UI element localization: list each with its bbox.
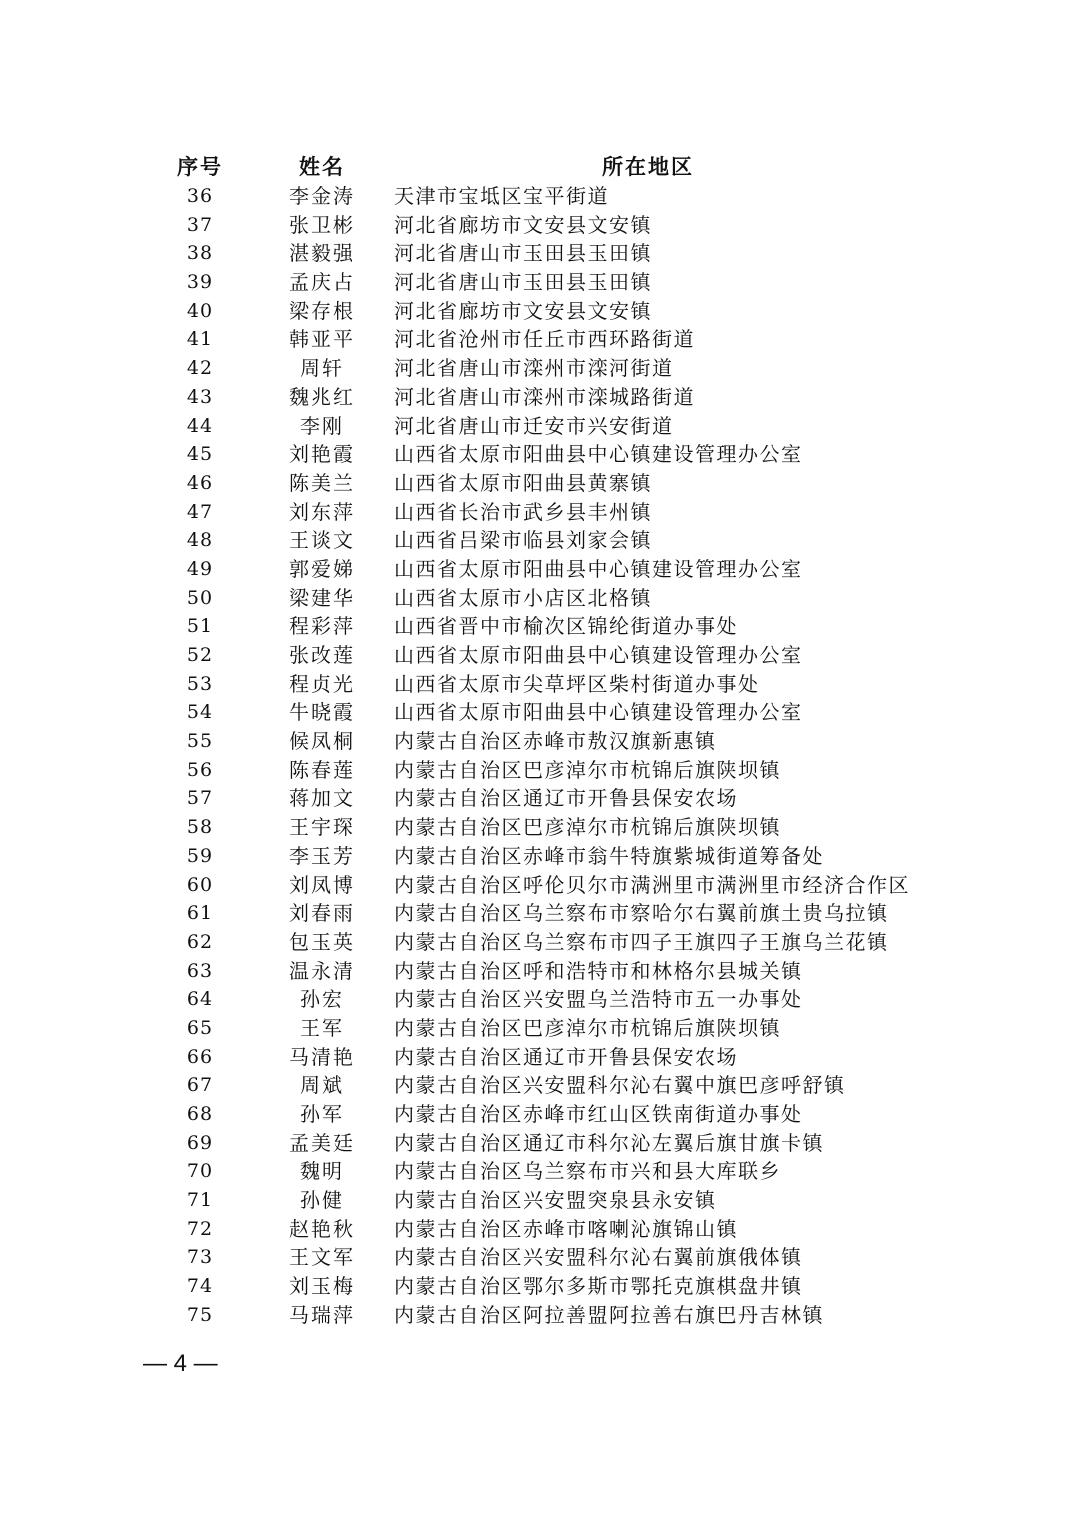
region-cell: 内蒙古自治区巴彦淖尔市杭锦后旗陕坝镇 <box>394 757 781 782</box>
name-cell: 孙宏 <box>300 987 344 1012</box>
region-cell: 河北省廊坊市文安县文安镇 <box>394 212 652 237</box>
serial-number-cell: 60 <box>186 873 214 896</box>
table-row <box>160 813 920 842</box>
name-cell: 孙军 <box>300 1102 344 1126</box>
region-cell: 内蒙古自治区巴彦淖尔市杭锦后旗陕坝镇 <box>394 1015 781 1040</box>
serial-number-cell: 61 <box>186 902 214 925</box>
name-cell: 韩亚平 <box>289 327 355 352</box>
table-row <box>160 354 920 383</box>
serial-number-cell: 57 <box>186 787 214 810</box>
serial-number-cell: 39 <box>186 271 214 294</box>
name-cell: 王文军 <box>289 1245 355 1270</box>
region-cell: 内蒙古自治区鄂尔多斯市鄂托克旗棋盘井镇 <box>394 1274 803 1299</box>
table-row <box>160 239 920 268</box>
region-cell: 山西省晋中市榆次区锦纶街道办事处 <box>394 614 738 639</box>
serial-number-cell: 44 <box>186 414 214 437</box>
serial-number-cell: 51 <box>186 615 214 638</box>
serial-number-cell: 62 <box>186 930 214 953</box>
name-cell: 马清艳 <box>289 1044 355 1069</box>
name-cell: 马瑞萍 <box>289 1302 355 1327</box>
region-cell: 内蒙古自治区乌兰察布市察哈尔右翼前旗土贵乌拉镇 <box>394 901 889 926</box>
table-row <box>160 1301 920 1330</box>
name-cell: 陈春莲 <box>289 757 355 782</box>
region-cell: 内蒙古自治区兴安盟科尔沁右翼前旗俄体镇 <box>394 1245 803 1270</box>
region-cell: 山西省太原市阳曲县中心镇建设管理办公室 <box>394 556 803 581</box>
region-cell: 内蒙古自治区通辽市开鲁县保安农场 <box>394 786 738 811</box>
region-cell: 山西省吕梁市临县刘家会镇 <box>394 528 652 553</box>
table-row <box>160 584 920 613</box>
region-cell: 内蒙古自治区乌兰察布市兴和县大库联乡 <box>394 1159 781 1184</box>
region-cell: 河北省沧州市任丘市西环路街道 <box>394 327 695 352</box>
name-cell: 郭爱娣 <box>289 556 355 581</box>
region-cell: 内蒙古自治区阿拉善盟阿拉善右旗巴丹吉林镇 <box>394 1302 824 1327</box>
table-header-row <box>160 152 920 182</box>
serial-number-cell: 56 <box>186 758 214 781</box>
name-cell: 周斌 <box>300 1073 344 1098</box>
region-cell: 内蒙古自治区兴安盟突泉县永安镇 <box>394 1188 717 1213</box>
serial-number-cell: 69 <box>186 1131 214 1154</box>
serial-number-cell: 64 <box>186 988 214 1011</box>
table-row <box>160 928 920 957</box>
serial-number-cell: 63 <box>186 959 214 982</box>
table-row <box>160 899 920 928</box>
table-row <box>160 469 920 498</box>
serial-number-cell: 59 <box>186 844 214 867</box>
table-body <box>160 182 920 1330</box>
name-cell: 候凤桐 <box>289 729 355 754</box>
table-row <box>160 1186 920 1215</box>
table-row <box>160 1100 920 1129</box>
table-row <box>160 211 920 240</box>
region-cell: 内蒙古自治区赤峰市喀喇沁旗锦山镇 <box>394 1216 738 1241</box>
region-cell: 内蒙古自治区赤峰市敖汉旗新惠镇 <box>394 729 717 754</box>
table-row <box>160 1071 920 1100</box>
serial-number-cell: 42 <box>186 357 214 380</box>
name-cell: 程贞光 <box>289 671 355 696</box>
serial-number-cell: 40 <box>186 299 214 322</box>
table-row <box>160 498 920 527</box>
table-row <box>160 526 920 555</box>
table-row <box>160 383 920 412</box>
header-region: 所在地区 <box>602 154 694 179</box>
table-row <box>160 842 920 871</box>
name-cell: 刘春雨 <box>289 901 355 926</box>
region-cell: 山西省太原市阳曲县中心镇建设管理办公室 <box>394 643 803 667</box>
table-row <box>160 440 920 469</box>
name-cell: 刘东萍 <box>289 499 355 524</box>
serial-number-cell: 70 <box>186 1160 214 1183</box>
region-cell: 河北省唐山市滦州市滦河街道 <box>394 356 674 381</box>
region-cell: 河北省唐山市迁安市兴安街道 <box>394 413 674 438</box>
table-row <box>160 612 920 641</box>
name-cell: 孙健 <box>300 1188 344 1213</box>
region-cell: 内蒙古自治区赤峰市翁牛特旗紫城街道筹备处 <box>394 843 824 868</box>
table-row <box>160 698 920 727</box>
table-row <box>160 641 920 670</box>
header-name: 姓名 <box>299 154 345 179</box>
table-row <box>160 756 920 785</box>
name-cell: 湛毅强 <box>289 241 355 266</box>
region-cell: 山西省太原市阳曲县中心镇建设管理办公室 <box>394 700 803 725</box>
serial-number-cell: 45 <box>186 443 214 466</box>
region-cell: 山西省长治市武乡县丰州镇 <box>394 499 652 524</box>
serial-number-cell: 55 <box>186 730 214 753</box>
region-cell: 内蒙古自治区通辽市开鲁县保安农场 <box>394 1044 738 1069</box>
serial-number-cell: 48 <box>186 529 214 552</box>
region-cell: 内蒙古自治区兴安盟科尔沁右翼中旗巴彦呼舒镇 <box>394 1073 846 1098</box>
name-cell: 王军 <box>300 1015 344 1040</box>
table-row <box>160 182 920 211</box>
header-serial-number: 序号 <box>177 154 223 179</box>
serial-number-cell: 49 <box>186 557 214 580</box>
region-cell: 河北省唐山市玉田县玉田镇 <box>394 241 652 266</box>
region-cell: 内蒙古自治区呼伦贝尔市满洲里市满洲里市经济合作区 <box>394 872 910 897</box>
name-cell: 王谈文 <box>289 528 355 553</box>
name-cell: 魏明 <box>300 1159 344 1184</box>
table-row <box>160 325 920 354</box>
table-row <box>160 871 920 900</box>
name-cell: 温永清 <box>289 958 355 983</box>
name-cell: 周轩 <box>300 356 344 381</box>
serial-number-cell: 53 <box>186 672 214 695</box>
name-cell: 孟庆占 <box>289 270 355 295</box>
name-cell: 程彩萍 <box>289 614 355 639</box>
serial-number-cell: 72 <box>186 1217 214 1240</box>
name-cell: 牛晓霞 <box>289 700 355 725</box>
name-list-table <box>160 152 920 1330</box>
region-cell: 河北省廊坊市文安县文安镇 <box>394 298 652 323</box>
table-row <box>160 297 920 326</box>
serial-number-cell: 36 <box>186 185 214 207</box>
name-cell: 李玉芳 <box>289 843 355 868</box>
table-row <box>160 1157 920 1186</box>
table-row <box>160 784 920 813</box>
name-cell: 梁建华 <box>289 585 355 610</box>
serial-number-cell: 67 <box>186 1074 214 1097</box>
name-cell: 赵艳秋 <box>289 1216 355 1241</box>
name-cell: 孟美廷 <box>289 1130 355 1155</box>
region-cell: 山西省太原市小店区北格镇 <box>394 585 652 610</box>
serial-number-cell: 68 <box>186 1103 214 1125</box>
region-cell: 山西省太原市阳曲县黄寨镇 <box>394 470 652 495</box>
region-cell: 河北省唐山市玉田县玉田镇 <box>394 270 652 295</box>
region-cell: 内蒙古自治区乌兰察布市四子王旗四子王旗乌兰花镇 <box>394 929 889 954</box>
table-row <box>160 1014 920 1043</box>
page-number: — 4 — <box>143 1350 218 1377</box>
serial-number-cell: 37 <box>186 213 214 236</box>
table-row <box>160 1215 920 1244</box>
serial-number-cell: 75 <box>186 1303 214 1326</box>
table-row <box>160 1129 920 1158</box>
table-row <box>160 670 920 699</box>
serial-number-cell: 46 <box>186 471 214 494</box>
serial-number-cell: 74 <box>186 1275 214 1298</box>
name-cell: 刘艳霞 <box>289 442 355 467</box>
serial-number-cell: 66 <box>186 1045 214 1068</box>
region-cell: 内蒙古自治区巴彦淖尔市杭锦后旗陕坝镇 <box>394 815 781 840</box>
serial-number-cell: 65 <box>186 1016 214 1039</box>
region-cell: 河北省唐山市滦州市滦城路街道 <box>394 384 695 409</box>
name-cell: 魏兆红 <box>289 384 355 409</box>
name-cell: 张卫彬 <box>289 212 355 237</box>
name-cell: 梁存根 <box>289 298 355 323</box>
region-cell: 山西省太原市尖草坪区柴村街道办事处 <box>394 671 760 696</box>
name-cell: 刘凤博 <box>289 872 355 897</box>
region-cell: 内蒙古自治区呼和浩特市和林格尔县城关镇 <box>394 958 803 983</box>
name-cell: 张改莲 <box>289 643 355 667</box>
table-row <box>160 957 920 986</box>
serial-number-cell: 58 <box>186 816 214 839</box>
table-row <box>160 1272 920 1301</box>
table-row <box>160 985 920 1014</box>
name-cell: 包玉英 <box>289 929 355 954</box>
serial-number-cell: 71 <box>186 1189 214 1212</box>
region-cell: 天津市宝坻区宝平街道 <box>394 184 609 208</box>
table-row <box>160 727 920 756</box>
name-cell: 蒋加文 <box>289 786 355 811</box>
table-row <box>160 412 920 441</box>
region-cell: 内蒙古自治区通辽市科尔沁左翼后旗甘旗卡镇 <box>394 1130 824 1155</box>
name-cell: 刘玉梅 <box>289 1274 355 1299</box>
name-cell: 陈美兰 <box>289 470 355 495</box>
table-row <box>160 555 920 584</box>
serial-number-cell: 73 <box>186 1246 214 1269</box>
name-cell: 李金涛 <box>289 184 355 208</box>
serial-number-cell: 43 <box>186 385 214 408</box>
name-cell: 王宇琛 <box>289 815 355 840</box>
table-row <box>160 1243 920 1272</box>
region-cell: 内蒙古自治区兴安盟乌兰浩特市五一办事处 <box>394 987 803 1012</box>
serial-number-cell: 47 <box>186 500 214 523</box>
table-row <box>160 1043 920 1072</box>
serial-number-cell: 41 <box>186 328 214 351</box>
serial-number-cell: 54 <box>186 701 214 724</box>
region-cell: 内蒙古自治区赤峰市红山区铁南街道办事处 <box>394 1102 803 1126</box>
serial-number-cell: 38 <box>186 242 214 265</box>
region-cell: 山西省太原市阳曲县中心镇建设管理办公室 <box>394 442 803 467</box>
serial-number-cell: 52 <box>186 644 214 666</box>
name-cell: 李刚 <box>300 413 344 438</box>
table-row <box>160 268 920 297</box>
serial-number-cell: 50 <box>186 586 214 609</box>
